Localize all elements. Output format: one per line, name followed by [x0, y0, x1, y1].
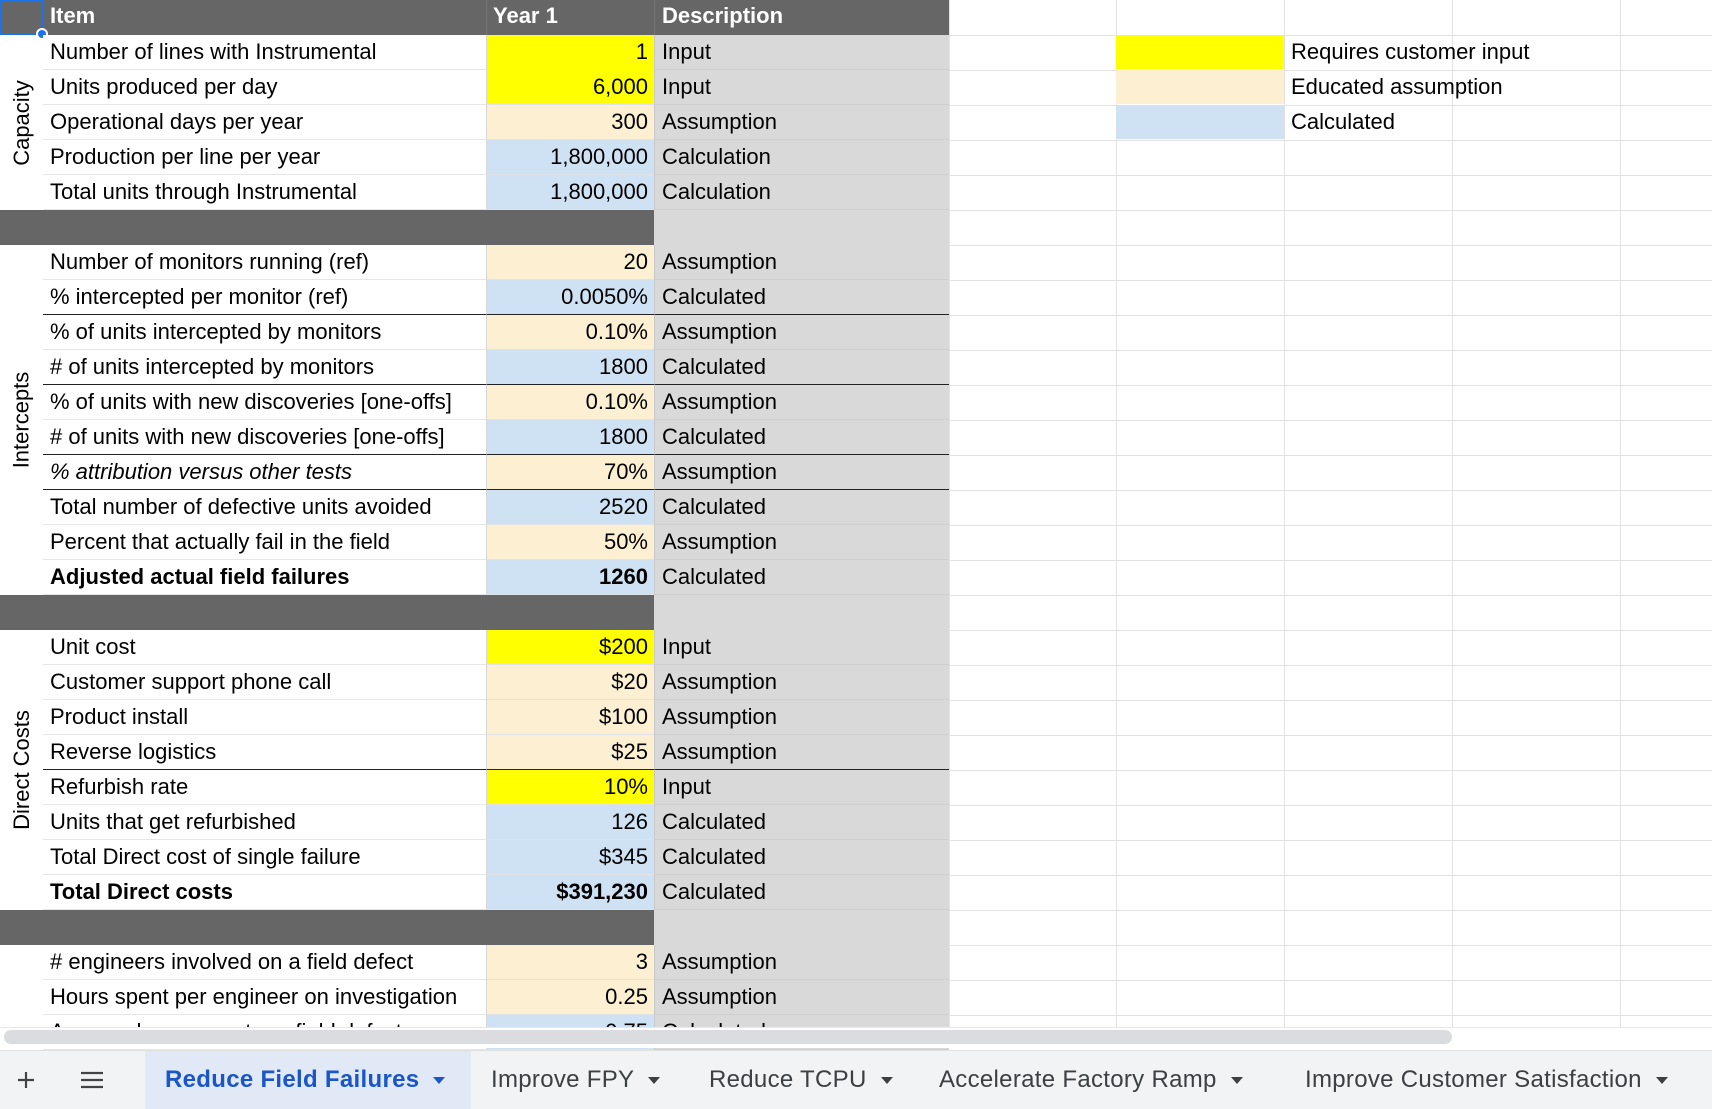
- description-cell[interactable]: Input: [654, 70, 949, 105]
- grid-line: [949, 455, 1712, 456]
- table-row: [0, 70, 949, 105]
- year1-value-cell[interactable]: 0.10%: [486, 315, 654, 350]
- item-cell[interactable]: Total Direct costs: [43, 875, 486, 910]
- grid-line: [949, 280, 1712, 281]
- year1-value-cell[interactable]: $391,230: [486, 875, 654, 910]
- chevron-down-icon[interactable]: [1656, 1077, 1668, 1084]
- header-item[interactable]: Item: [43, 0, 486, 35]
- table-row: [0, 630, 949, 665]
- grid-line: [949, 140, 1712, 141]
- year1-value-cell[interactable]: 1,800,000: [486, 175, 654, 210]
- item-cell[interactable]: Total Direct cost of single failure: [43, 840, 486, 875]
- description-cell[interactable]: Input: [654, 770, 949, 805]
- plus-icon[interactable]: [8, 1051, 44, 1109]
- table-row: [0, 315, 949, 350]
- year1-value-cell[interactable]: $345: [486, 840, 654, 875]
- description-cell[interactable]: Assumption: [654, 245, 949, 280]
- item-cell[interactable]: # of units intercepted by monitors: [43, 350, 486, 385]
- item-cell[interactable]: Reverse logistics: [43, 735, 486, 770]
- description-cell[interactable]: Assumption: [654, 665, 949, 700]
- grid-line: [949, 630, 1712, 631]
- table-row: [0, 455, 949, 490]
- year1-value-cell[interactable]: 1260: [486, 560, 654, 595]
- legend-swatch-calculated[interactable]: [1116, 105, 1284, 139]
- grid-line: [949, 175, 1712, 176]
- year1-value-cell[interactable]: 2520: [486, 490, 654, 525]
- description-cell[interactable]: Assumption: [654, 980, 949, 1015]
- year1-value-cell[interactable]: $200: [486, 630, 654, 665]
- tab-improve-customer-satisfaction[interactable]: [1285, 1051, 1712, 1109]
- grid-line: [949, 700, 1712, 701]
- grid-line: [949, 770, 1712, 771]
- item-cell[interactable]: Units produced per day: [43, 70, 486, 105]
- grid-line: [949, 980, 1712, 981]
- table-row: [0, 665, 949, 700]
- hamburger-icon[interactable]: [74, 1051, 110, 1109]
- year1-value-cell[interactable]: $100: [486, 700, 654, 735]
- section-separator-description: [654, 210, 949, 245]
- description-cell[interactable]: Input: [654, 35, 949, 70]
- table-row: [0, 490, 949, 525]
- table-row: [0, 945, 949, 980]
- chevron-down-icon[interactable]: [648, 1077, 660, 1084]
- description-cell[interactable]: Calculated: [654, 420, 949, 455]
- year1-value-cell[interactable]: 20: [486, 245, 654, 280]
- grid-line: [949, 805, 1712, 806]
- legend-label-input[interactable]: Requires customer input: [1291, 39, 1530, 64]
- legend-swatch-input[interactable]: [1116, 35, 1284, 69]
- section-label-capacity: Capacity: [8, 79, 34, 166]
- grid-line: [1284, 0, 1285, 1027]
- tab-reduce-field-failures[interactable]: [145, 1051, 471, 1109]
- table-row: [0, 560, 949, 595]
- grid-line: [949, 0, 950, 1027]
- tab-improve-fpy[interactable]: [471, 1051, 689, 1109]
- item-cell[interactable]: Total number of defective units avoided: [43, 490, 486, 525]
- tab-reduce-tcpu[interactable]: [689, 1051, 919, 1109]
- table-row: [0, 805, 949, 840]
- grid-line: [949, 245, 1712, 246]
- grid-line: [1620, 0, 1621, 1027]
- grid-line: [949, 665, 1712, 666]
- table-row: [0, 350, 949, 385]
- tab-accelerate-factory-ramp[interactable]: [919, 1051, 1285, 1109]
- tab-label: Improve Customer Satisfaction: [1305, 1066, 1642, 1093]
- tab-label: Improve FPY: [491, 1066, 635, 1093]
- table-row: [0, 525, 949, 560]
- item-cell[interactable]: Operational days per year: [43, 105, 486, 140]
- description-cell[interactable]: Assumption: [654, 385, 949, 420]
- description-cell[interactable]: Calculated: [654, 280, 949, 315]
- tab-label: Reduce Field Failures: [165, 1066, 420, 1093]
- description-cell[interactable]: Calculated: [654, 350, 949, 385]
- legend-swatch-assumption[interactable]: [1116, 70, 1284, 104]
- year1-value-cell[interactable]: $20: [486, 665, 654, 700]
- year1-value-cell[interactable]: 1,800,000: [486, 140, 654, 175]
- grid-line: [949, 560, 1712, 561]
- table-row: [0, 700, 949, 735]
- grid-line: [949, 595, 1712, 596]
- year1-value-cell[interactable]: 50%: [486, 525, 654, 560]
- item-cell[interactable]: Number of monitors running (ref): [43, 245, 486, 280]
- header-year1[interactable]: Year 1: [486, 0, 654, 35]
- year1-value-cell[interactable]: 0.0050%: [486, 280, 654, 315]
- year1-value-cell[interactable]: 1800: [486, 420, 654, 455]
- horizontal-scrollbar-thumb[interactable]: [4, 1030, 1452, 1044]
- table-row: [0, 105, 949, 140]
- description-cell[interactable]: Assumption: [654, 105, 949, 140]
- grid-line: [949, 735, 1712, 736]
- item-cell[interactable]: % attribution versus other tests: [43, 455, 486, 490]
- grid-line: [949, 1015, 1712, 1016]
- year1-value-cell[interactable]: 10%: [486, 770, 654, 805]
- table-row: [0, 245, 949, 280]
- legend-label-assumption[interactable]: Educated assumption: [1291, 74, 1503, 99]
- description-cell[interactable]: Calculation: [654, 140, 949, 175]
- description-cell[interactable]: Calculation: [654, 175, 949, 210]
- item-cell[interactable]: % of units with new discoveries [one-offs]: [43, 385, 486, 420]
- grid-line: [1452, 0, 1453, 1027]
- section-separator-description: [654, 910, 949, 945]
- grid-line: [1116, 0, 1117, 1027]
- section-separator-description: [654, 595, 949, 630]
- table-row: [0, 280, 949, 315]
- year1-value-cell[interactable]: 300: [486, 105, 654, 140]
- description-cell[interactable]: Calculated: [654, 875, 949, 910]
- year1-value-cell[interactable]: $25: [486, 735, 654, 770]
- item-cell[interactable]: Unit cost: [43, 630, 486, 665]
- description-cell[interactable]: Assumption: [654, 315, 949, 350]
- grid-line: [949, 490, 1712, 491]
- grid-line: [949, 420, 1712, 421]
- table-row: [0, 980, 949, 1015]
- description-cell[interactable]: Assumption: [654, 735, 949, 770]
- grid-line: [949, 210, 1712, 211]
- item-cell[interactable]: % intercepted per monitor (ref): [43, 280, 486, 315]
- table-row: [0, 420, 949, 455]
- table-row: [0, 875, 949, 910]
- description-cell[interactable]: Input: [654, 630, 949, 665]
- chevron-down-icon[interactable]: [433, 1077, 445, 1084]
- legend-label-calculated[interactable]: Calculated: [1291, 109, 1395, 134]
- year1-value-cell[interactable]: 3: [486, 945, 654, 980]
- section-label-direct-costs: Direct Costs: [8, 710, 34, 830]
- item-cell[interactable]: Units that get refurbished: [43, 805, 486, 840]
- year1-value-cell[interactable]: 1800: [486, 350, 654, 385]
- section-label-intercepts: Intercepts: [8, 371, 34, 469]
- item-cell[interactable]: Number of lines with Instrumental: [43, 35, 486, 70]
- section-separator: [0, 210, 654, 245]
- item-cell[interactable]: # of units with new discoveries [one-offs]: [43, 420, 486, 455]
- year1-value-cell[interactable]: 0.25: [486, 980, 654, 1015]
- description-cell[interactable]: Assumption: [654, 525, 949, 560]
- description-cell[interactable]: Assumption: [654, 455, 949, 490]
- grid-line: [949, 350, 1712, 351]
- item-cell[interactable]: Refurbish rate: [43, 770, 486, 805]
- header-row: [0, 0, 949, 35]
- year1-value-cell[interactable]: 126: [486, 805, 654, 840]
- chevron-down-icon[interactable]: [881, 1077, 893, 1084]
- description-cell[interactable]: Calculated: [654, 805, 949, 840]
- tab-label: Reduce TCPU: [709, 1066, 867, 1093]
- description-cell[interactable]: Calculated: [654, 490, 949, 525]
- grid-line: [949, 385, 1712, 386]
- grid-line: [949, 840, 1712, 841]
- item-cell[interactable]: % of units intercepted by monitors: [43, 315, 486, 350]
- item-cell[interactable]: # engineers involved on a field defect: [43, 945, 486, 980]
- table-row: [0, 35, 949, 70]
- table-row: [0, 175, 949, 210]
- item-cell[interactable]: Customer support phone call: [43, 665, 486, 700]
- year1-value-cell[interactable]: 70%: [486, 455, 654, 490]
- item-cell[interactable]: Adjusted actual field failures: [43, 560, 486, 595]
- item-cell[interactable]: Total units through Instrumental: [43, 175, 486, 210]
- table-row: [0, 840, 949, 875]
- section-separator: [0, 595, 654, 630]
- description-cell[interactable]: Calculated: [654, 560, 949, 595]
- chevron-down-icon[interactable]: [1231, 1077, 1243, 1084]
- grid-line: [949, 945, 1712, 946]
- header-description[interactable]: Description: [654, 0, 949, 35]
- grid-line: [949, 315, 1712, 316]
- grid-line: [949, 875, 1712, 876]
- table-row: [0, 140, 949, 175]
- table-row: [0, 735, 949, 770]
- item-cell[interactable]: Hours spent per engineer on investigation: [43, 980, 486, 1015]
- item-cell[interactable]: Production per line per year: [43, 140, 486, 175]
- tab-label: Accelerate Factory Ramp: [939, 1066, 1217, 1093]
- description-cell[interactable]: Assumption: [654, 700, 949, 735]
- section-separator: [0, 910, 654, 945]
- sheet-tab-bar: [0, 1050, 1712, 1109]
- grid-line: [949, 910, 1712, 911]
- grid-line: [949, 525, 1712, 526]
- item-cell[interactable]: Percent that actually fail in the field: [43, 525, 486, 560]
- year1-value-cell[interactable]: 1: [486, 35, 654, 70]
- description-cell[interactable]: Calculated: [654, 840, 949, 875]
- table-row: [0, 385, 949, 420]
- table-row: [0, 770, 949, 805]
- item-cell[interactable]: Product install: [43, 700, 486, 735]
- year1-value-cell[interactable]: 6,000: [486, 70, 654, 105]
- year1-value-cell[interactable]: 0.10%: [486, 385, 654, 420]
- description-cell[interactable]: Assumption: [654, 945, 949, 980]
